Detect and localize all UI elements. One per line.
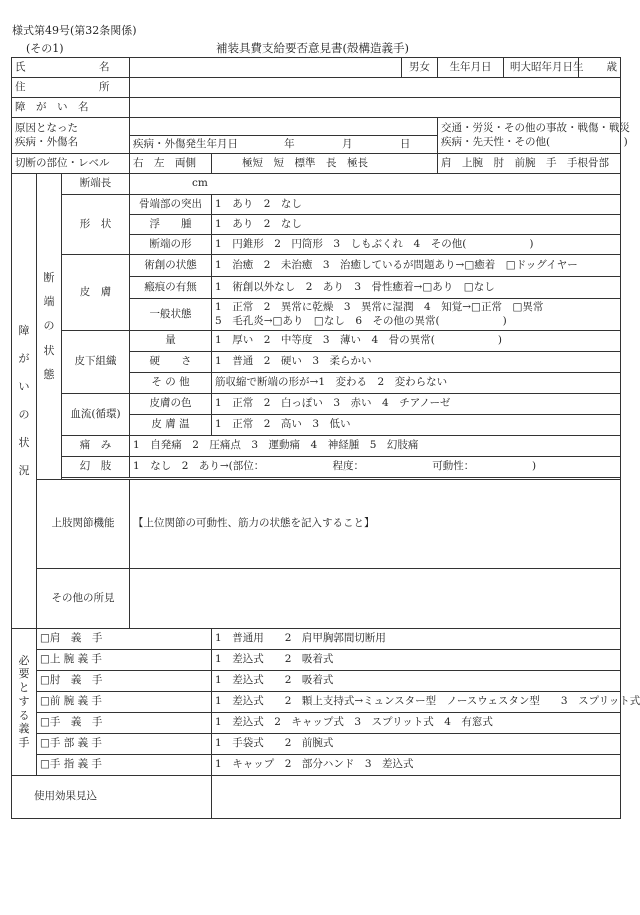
amputation-label: 切断の部位・レベル — [12, 154, 130, 174]
prosthesis-hand-options[interactable]: 1 差込式 2 キャップ式 3 スプリット式 4 有窓式 — [212, 713, 621, 734]
prosthesis-forearm-options[interactable]: 1 差込式 2 顆上支持式→ミュンスター型 ノースウェスタン型 3 スプリット式 — [212, 692, 621, 713]
prosthesis-partial-hand-options[interactable]: 1 手袋式 2 前腕式 — [212, 734, 621, 755]
amputation-side[interactable]: 右 左 両側 — [130, 154, 212, 174]
effect-label: 使用効果見込 — [12, 776, 212, 819]
skin-temp-label: 皮 膚 温 — [130, 415, 212, 436]
day-label: 日生 — [562, 60, 584, 73]
stump-length-label: 断端長 — [62, 174, 130, 195]
cause-name-field[interactable] — [130, 118, 438, 136]
cause-category[interactable] — [438, 118, 631, 154]
stump-section-label: 断端の状態 — [37, 174, 62, 480]
wound-label: 術創の状態 — [130, 255, 212, 277]
edema-options[interactable]: 1 あり 2 なし — [212, 215, 621, 235]
skin-color-options[interactable]: 1 正常 2 白っぽい 3 赤い 4 チアノーゼ — [212, 394, 621, 415]
name-label: 氏 名 — [12, 58, 130, 78]
cause-label — [12, 118, 130, 154]
stump-length-field[interactable] — [130, 174, 621, 195]
general-condition-line-1: 1 正常 2 異常に乾燥 3 異常に湿潤 4 知覚→□正常 □異常 — [215, 301, 544, 314]
prosthesis-upper-arm-checkbox[interactable]: □上 腕 義 手 — [37, 650, 212, 671]
pain-label: 痛 み — [62, 436, 130, 457]
prosthesis-section-label: 必要とする義手 — [12, 629, 37, 776]
prosthesis-upper-arm-options[interactable]: 1 差込式 2 吸着式 — [212, 650, 621, 671]
phantom-options[interactable]: 1 なし 2 あり→(部位： 程度： 可動性： ) — [130, 457, 621, 478]
status-section-label: 障がいの状況 — [12, 174, 37, 629]
subcutaneous-label: 皮下組織 — [62, 331, 130, 394]
amputation-length[interactable]: 極短 短 標準 長 極長 — [212, 154, 438, 174]
prosthesis-elbow-checkbox[interactable]: □肘 義 手 — [37, 671, 212, 692]
dob-label: 生年月日 — [438, 58, 504, 78]
scar-options[interactable]: 1 術創以外なし 2 あり 3 骨性癒着→□あり □なし — [212, 277, 621, 299]
address-field[interactable] — [130, 78, 621, 98]
hardness-label: 硬 さ — [130, 352, 212, 373]
address-label: 住 所 — [12, 78, 130, 98]
effect-field[interactable] — [212, 776, 621, 819]
prosthesis-finger-options[interactable]: 1 キャップ 2 部分ハンド 3 差込式 — [212, 755, 621, 776]
age-field[interactable] — [579, 58, 621, 78]
age-label: 歳 — [606, 60, 618, 73]
skin-color-label: 皮膚の色 — [130, 394, 212, 415]
onset-year: 年 — [284, 137, 295, 150]
prosthesis-finger-checkbox[interactable]: □手 指 義 手 — [37, 755, 212, 776]
form-part: (その1) — [26, 42, 64, 55]
upper-joint-field[interactable] — [130, 480, 621, 569]
prosthesis-opinion-form — [11, 57, 640, 819]
cause-label-1: 原因となった — [15, 122, 78, 135]
volume-options[interactable]: 1 厚い 2 中等度 3 薄い 4 骨の異常( ) — [212, 331, 621, 352]
month-label: 月 — [552, 60, 563, 73]
pain-options[interactable]: 1 自発痛 2 圧痛点 3 運動痛 4 神経腫 5 幻肢痛 — [130, 436, 621, 457]
stump-shape-options[interactable]: 1 円錐形 2 円筒形 3 しもぶくれ 4 その他( ) — [212, 235, 621, 255]
onset-date-field[interactable] — [130, 136, 438, 154]
edema-label: 浮 腫 — [130, 215, 212, 235]
form-number: 様式第49号(第32条関係) — [12, 24, 137, 37]
cause-category-1: 交通・労災・その他の事故・戦傷・戦災 — [441, 122, 631, 135]
shape-label: 形 状 — [62, 195, 130, 255]
scar-label: 瘢痕の有無 — [130, 277, 212, 299]
general-condition-line-2: 5 毛孔炎→□あり □なし 6 その他の異常( ) — [215, 314, 507, 327]
stump-length-unit: cm — [192, 177, 208, 190]
cause-category-2: 疾病・先天性・その他( ) — [441, 135, 628, 148]
bone-protrusion-options[interactable]: 1 あり 2 なし — [212, 195, 621, 215]
disability-field[interactable] — [130, 98, 621, 118]
volume-label: 量 — [130, 331, 212, 352]
bone-protrusion-label: 骨端部の突出 — [130, 195, 212, 215]
stump-shape-label: 断端の形 — [130, 235, 212, 255]
circulation-label: 血流(循環) — [62, 394, 130, 436]
prosthesis-forearm-checkbox[interactable]: □前 腕 義 手 — [37, 692, 212, 713]
form-title: 補装具費支給要否意見書(殻構造義手) — [216, 41, 409, 55]
onset-day: 日 — [399, 137, 411, 150]
subcutaneous-other-label: そ の 他 — [130, 373, 212, 394]
era-options: 明大昭 — [510, 60, 542, 73]
cause-label-2: 疾病・外傷名 — [15, 135, 78, 148]
amputation-level[interactable]: 肩 上腕 肘 前腕 手 手根骨部 — [438, 154, 621, 174]
name-field[interactable] — [130, 58, 402, 78]
hardness-options[interactable]: 1 普通 2 硬い 3 柔らかい — [212, 352, 621, 373]
upper-joint-note: 【上位関節の可動性、筋力の状態を記入すること】 — [133, 517, 375, 530]
prosthesis-shoulder-options[interactable]: 1 普通用 2 肩甲胸郭間切断用 — [212, 629, 621, 650]
wound-options[interactable]: 1 治癒 2 未治癒 3 治癒しているが問題あり→□癒着 □ドッグイヤー — [212, 255, 621, 277]
onset-date-label: 疾病・外傷発生年月日 — [133, 137, 239, 150]
disability-label: 障 が い 名 — [12, 98, 130, 118]
other-findings-label: その他の所見 — [37, 569, 130, 629]
prosthesis-hand-checkbox[interactable]: □手 義 手 — [37, 713, 212, 734]
dob-field[interactable] — [504, 58, 584, 78]
sex-field[interactable]: 男女 — [402, 58, 438, 78]
upper-joint-label: 上肢関節機能 — [37, 480, 130, 569]
general-condition-label: 一般状態 — [130, 299, 212, 331]
skin-temp-options[interactable]: 1 正常 2 高い 3 低い — [212, 415, 621, 436]
year-label: 年 — [541, 60, 553, 73]
prosthesis-shoulder-checkbox[interactable]: □肩 義 手 — [37, 629, 212, 650]
general-condition-options[interactable] — [212, 299, 621, 331]
prosthesis-elbow-options[interactable]: 1 差込式 2 吸着式 — [212, 671, 621, 692]
skin-label: 皮 膚 — [62, 255, 130, 331]
prosthesis-partial-hand-checkbox[interactable]: □手 部 義 手 — [37, 734, 212, 755]
onset-month: 月 — [341, 137, 353, 150]
phantom-label: 幻 肢 — [62, 457, 130, 478]
other-findings-field[interactable] — [130, 569, 621, 629]
subcutaneous-other-options[interactable]: 筋収縮で断端の形が→1 変わる 2 変わらない — [212, 373, 621, 394]
